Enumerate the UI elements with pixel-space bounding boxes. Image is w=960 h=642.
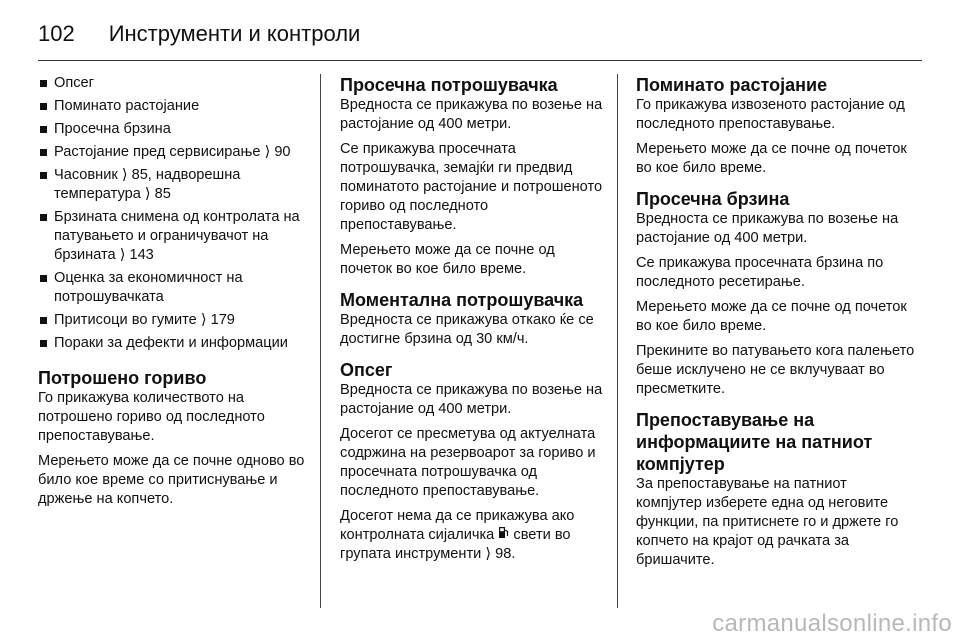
section-fuel-used: [38, 367, 306, 509]
list-item: Брзината снимена од контролата на патувањето и ограничувачот на брзината ⟩ 143: [38, 208, 306, 265]
column-3: [636, 74, 916, 580]
paragraph: Мерењето може да се почне од почеток во кое било време.: [636, 141, 907, 176]
column-divider-1: [320, 74, 321, 608]
paragraph: Вредноста се прикажува по возење на растојание од 400 метри.: [340, 97, 603, 132]
list-item: Оценка за економичност на потрошувачката: [38, 269, 306, 307]
fuel-pump-icon: [498, 526, 509, 545]
section-average-consumption: [340, 74, 608, 279]
paragraph: За препоставување на патниот компјутер изберете една од неговите функции, па притиснете го и држете го копчето на крајот од рачката за бришачите.: [636, 476, 899, 568]
paragraph: Вредноста се прикажува по возење на растојание од 400 метри.: [340, 382, 603, 417]
list-item: Часовник ⟩ 85, надворешна температура ⟩ 85: [38, 166, 306, 204]
paragraph: Мерењето може да се почне одново во било кое време со притиснување и држење на копчето.: [38, 453, 305, 507]
list-item: Поминато растојание: [38, 97, 306, 116]
list-item: Пораки за дефекти и информации: [38, 334, 306, 353]
section-instant-consumption: [340, 289, 608, 349]
list-item: Притисоци во гумите ⟩ 179: [38, 311, 306, 330]
section-reset-trip-computer: [636, 409, 916, 570]
paragraph: [340, 507, 608, 564]
paragraph: Го прикажува количеството на потрошено гориво од последното препоставување.: [38, 390, 265, 444]
list-item: Растојание пред сервисирање ⟩ 90: [38, 143, 306, 162]
list-item: Опсег: [38, 74, 306, 93]
paragraph: Вредноста се прикажува по возење на растојание од 400 метри.: [636, 211, 899, 246]
paragraph: Го прикажува извозеното растојание од последното препоставување.: [636, 97, 905, 132]
page-title: Инструменти и контроли: [108, 21, 361, 46]
paragraph: Вредноста се прикажува откако ќе се достигне брзина од 30 км/ч.: [340, 312, 594, 347]
paragraph-part: Досегот нема да се прикажува ако контролната сијаличка: [340, 508, 575, 543]
section-heading: Опсег: [340, 360, 393, 380]
section-heading: Потрошено гориво: [38, 368, 207, 388]
section-heading: Моментална потрошувачка: [340, 290, 584, 310]
trip-computer-functions-list: [38, 74, 306, 353]
watermark: carmanualsonline.info: [712, 610, 952, 637]
list-item: Просечна брзина: [38, 120, 306, 139]
page-header: [38, 14, 360, 54]
section-heading: Препоставување на информациите на патниот компјутер: [636, 410, 873, 474]
section-heading: Поминато растојание: [636, 75, 828, 95]
paragraph: Се прикажува просечната брзина по последното ресетирање.: [636, 255, 884, 290]
section-range: [340, 359, 608, 564]
section-distance-travelled: [636, 74, 916, 178]
paragraph: Досегот се пресметува од актуелната содржина на резервоарот за гориво и просечната потрошувачка од последното препоставување.: [340, 426, 596, 499]
section-heading: Просечна потрошувачка: [340, 75, 558, 95]
section-average-speed: [636, 188, 916, 399]
paragraph: Се прикажува просечната потрошувачка, земајќи ги предвид поминатото растојание и потрошеното гориво од последното препоставување.: [340, 141, 603, 233]
paragraph-part: свети во групата инструменти ⟩ 98.: [340, 527, 571, 562]
page-number: 102: [38, 21, 75, 46]
paragraph: Мерењето може да се почне од почеток во кое било време.: [636, 299, 907, 334]
column-1: [38, 74, 306, 519]
header-divider: [38, 60, 922, 61]
paragraph: Прекините во патувањето кога палењето беше исклучено не се вклучуваат во пресметките.: [636, 343, 915, 397]
column-divider-2: [617, 74, 618, 608]
column-2: [340, 74, 608, 574]
section-heading: Просечна брзина: [636, 189, 790, 209]
paragraph: Мерењето може да се почне од почеток во кое било време.: [340, 242, 555, 277]
